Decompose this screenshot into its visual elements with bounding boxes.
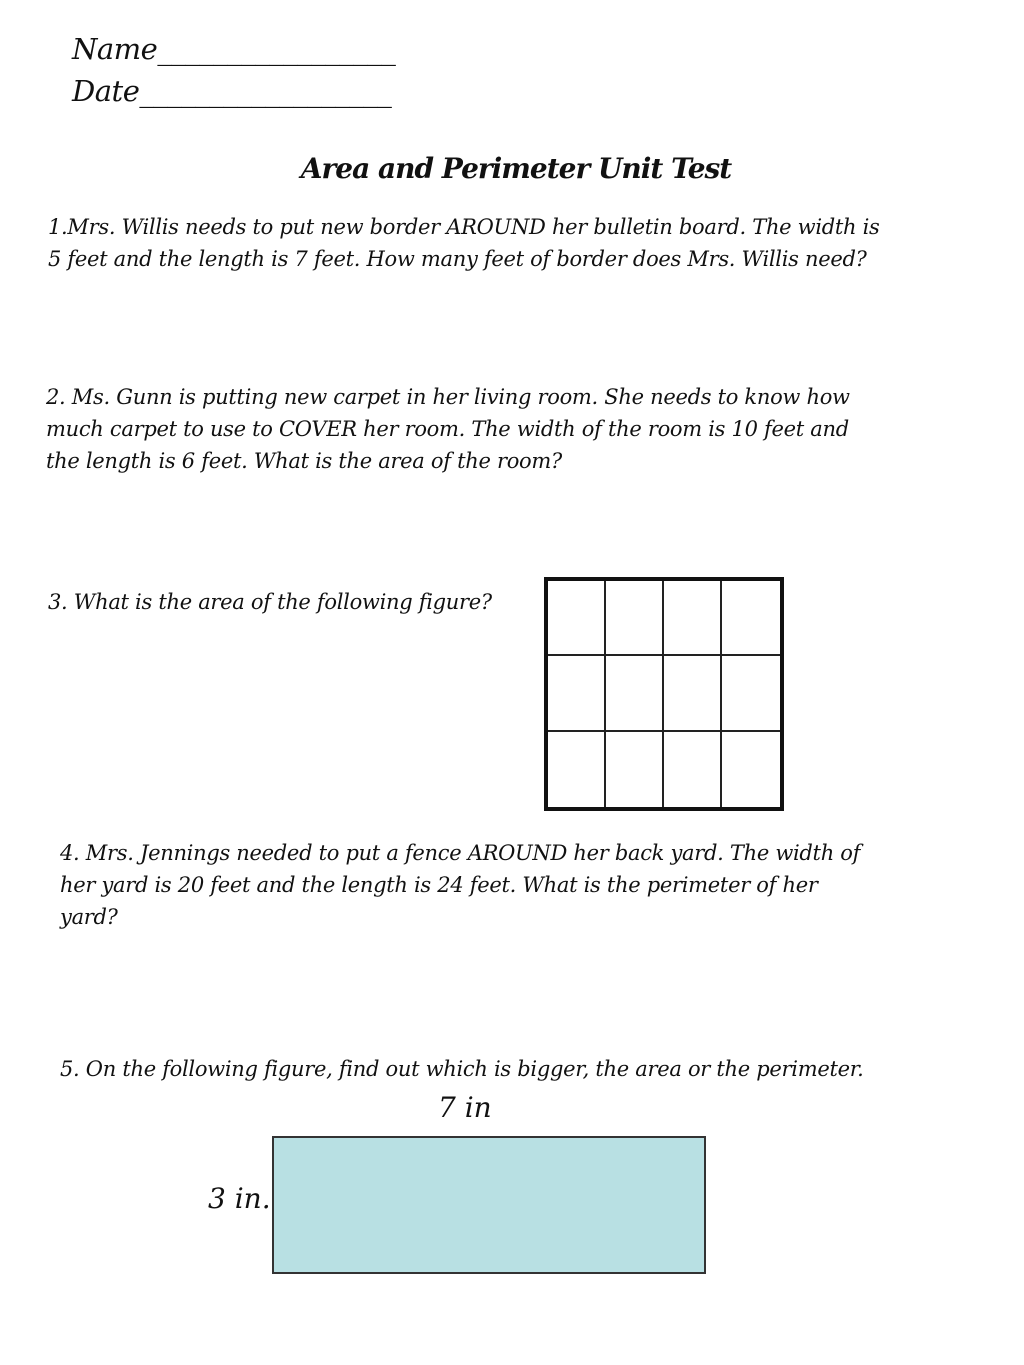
grid-square xyxy=(722,732,780,807)
name-field-line: Name_________________ xyxy=(72,32,396,66)
page-title xyxy=(0,152,1024,185)
grid-square xyxy=(664,656,722,731)
date-field-line: Date__________________ xyxy=(72,74,392,108)
rectangle-length-label: 7 in xyxy=(438,1091,492,1124)
grid-square xyxy=(548,732,606,807)
question-2: 2. Ms. Gunn is putting new carpet in her living room. She needs to know how much carpet to use to COVER her room. The width of the room is 10 feet and the length is 6 feet. What is the area of the room? xyxy=(46,385,850,473)
question-3: 3. What is the area of the following figure? xyxy=(48,590,492,614)
area-grid-figure xyxy=(544,577,784,811)
grid-square xyxy=(606,656,664,731)
grid-square xyxy=(548,656,606,731)
question-1: 1.Mrs. Willis needs to put new border AROUND her bulletin board. The width is 5 feet and the length is 7 feet. How many feet of border does Mrs. Willis need? xyxy=(48,215,880,271)
page-title-text: Area and Perimeter Unit Test xyxy=(300,152,732,185)
question-5: 5. On the following figure, find out which is bigger, the area or the perimeter. xyxy=(60,1057,864,1081)
grid-square xyxy=(664,581,722,656)
grid-square xyxy=(722,581,780,656)
rectangle-figure xyxy=(272,1136,706,1274)
grid-square xyxy=(722,656,780,731)
grid-square xyxy=(606,732,664,807)
question-4: 4. Mrs. Jennings needed to put a fence AROUND her back yard. The width of her yard is 20 feet and the length is 24 feet. What is the perimeter of her yard? xyxy=(60,841,861,929)
grid-square xyxy=(606,581,664,656)
grid-square xyxy=(548,581,606,656)
grid-square xyxy=(664,732,722,807)
rectangle-width-label: 3 in. xyxy=(208,1182,271,1215)
